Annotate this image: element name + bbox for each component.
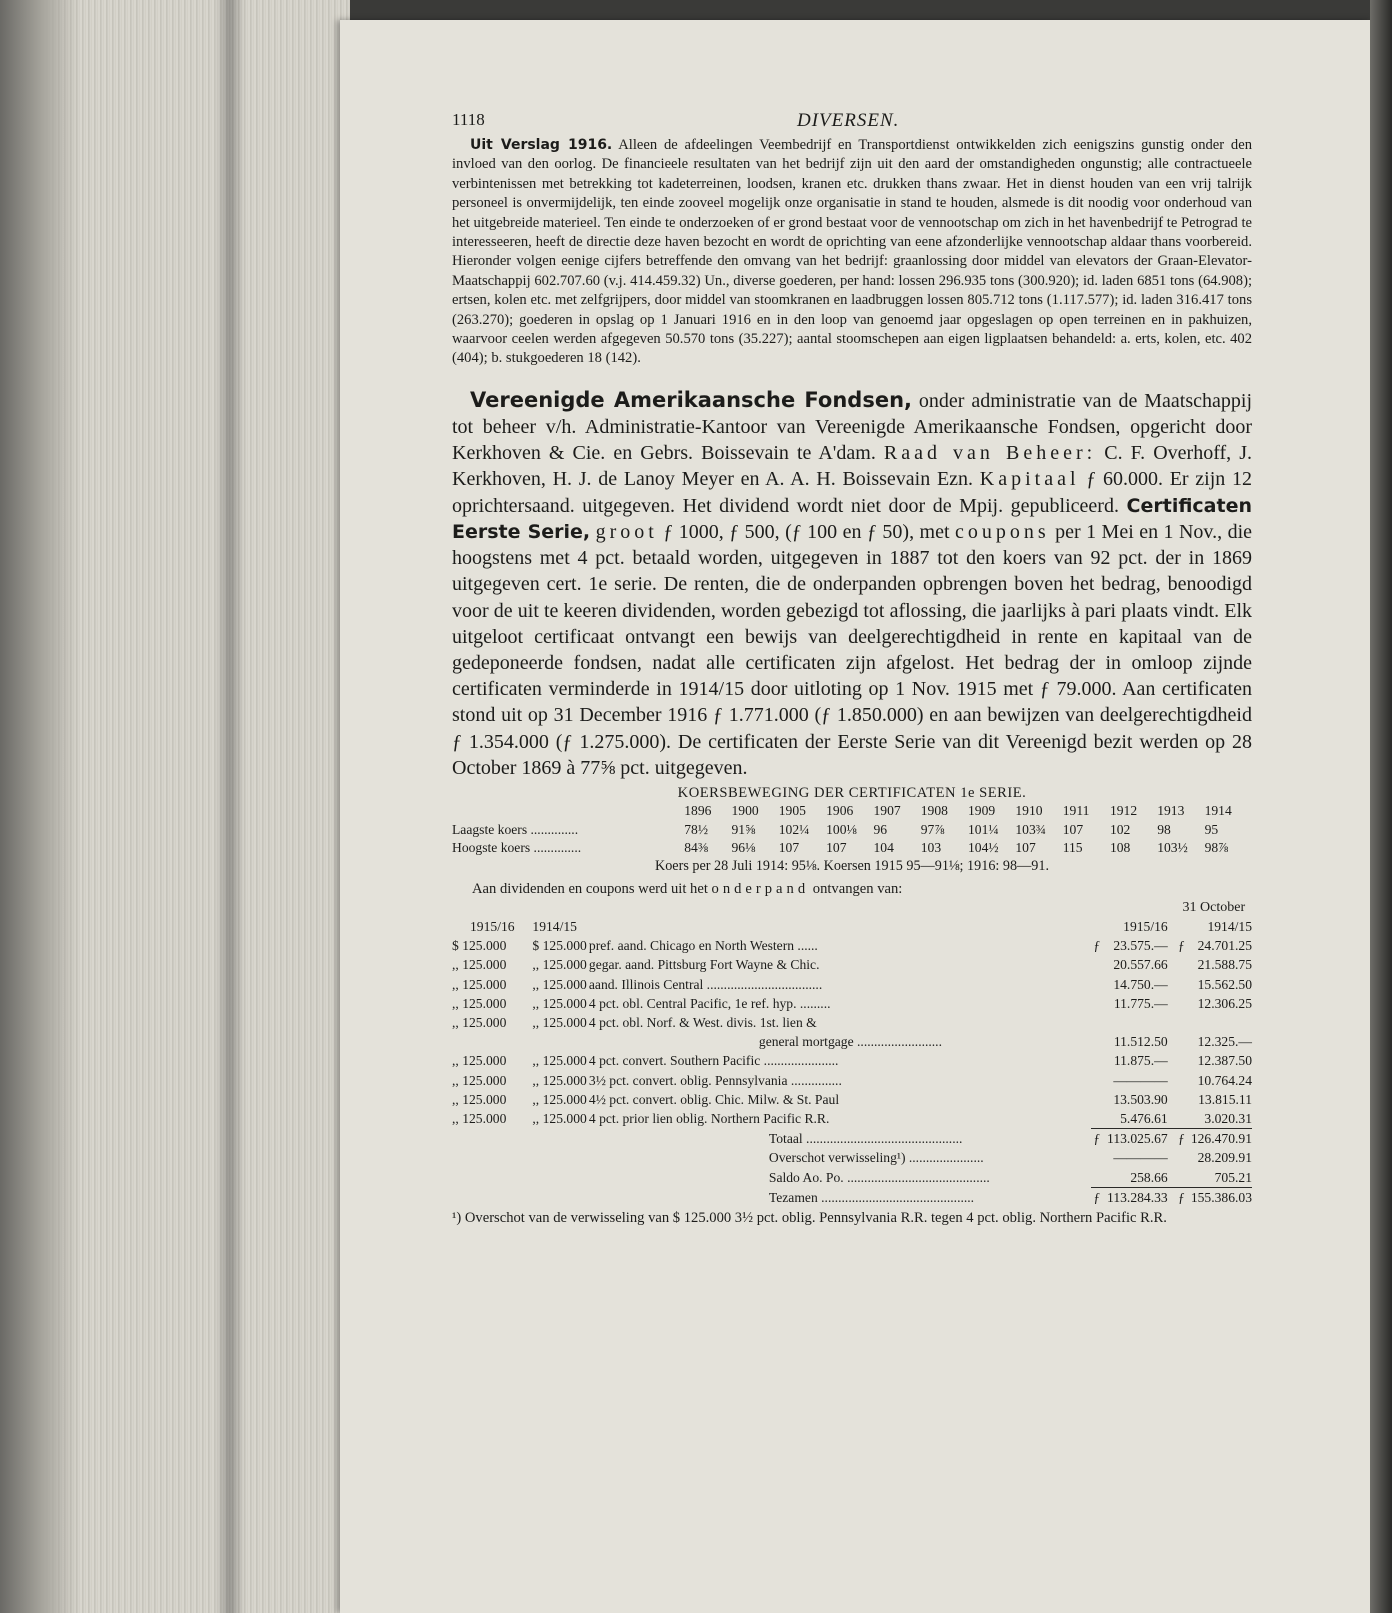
book-edge-fold [215, 0, 245, 1613]
koers-table-title: KOERSBEWEGING DER CERTIFICATEN 1e SERIE. [677, 784, 1027, 801]
verslag-lead: Uit Verslag 1916. [470, 137, 613, 153]
dividend-row [452, 1071, 1252, 1090]
koers-value: 108 [1109, 840, 1131, 856]
koers-value: 98 [1157, 821, 1171, 837]
total-label: Saldo Ao. Po. .......................................... [768, 1169, 990, 1185]
total-florin-2 [1176, 1148, 1188, 1167]
koers-year: 1910 [1015, 802, 1043, 818]
koers-table [452, 802, 1252, 858]
row-florin-1 [1091, 1013, 1103, 1032]
row-florin-1: ƒ [1093, 938, 1101, 954]
grand-label: Tezamen ............................................. [768, 1189, 975, 1205]
row-description: 4½ pct. convert. oblig. Chic. Milw. & St. Paul [588, 1091, 840, 1107]
col-header: 1915/16 [1123, 918, 1168, 934]
koers-value: 107 [778, 840, 800, 856]
row-value-1: 14.750.— [1113, 976, 1168, 992]
koers-year: 1906 [826, 802, 854, 818]
running-title: DIVERSEN. [797, 110, 900, 131]
koers-row-label: Hoogste koers .............. [452, 840, 582, 856]
row-florin-2 [1176, 1032, 1188, 1051]
koers-row-hoogste [452, 839, 1252, 858]
fondsen-text-5: ƒ 1000, ƒ 500, (ƒ 100 en ƒ 50), met [657, 520, 955, 543]
page-number: 1118 [452, 110, 485, 129]
row-holding-b: ,, 125.000 [532, 976, 587, 992]
kapitaal-label: Kapitaal [979, 468, 1080, 491]
koers-value: 115 [1062, 840, 1083, 856]
row-value-2 [1187, 1013, 1252, 1032]
row-value-1: 5.476.61 [1120, 1110, 1168, 1126]
row-description: 4 pct. obl. Central Pacific, 1e ref. hyp. ......... [588, 995, 831, 1011]
total-value-1: 258.66 [1130, 1169, 1168, 1185]
row-holding-b [532, 1032, 588, 1051]
dividend-total-row [452, 1168, 1252, 1188]
verslag-paragraph [452, 136, 1252, 369]
koers-year: 1905 [778, 802, 806, 818]
dividend-row [452, 1109, 1252, 1129]
row-value-1: 13.503.90 [1113, 1091, 1168, 1107]
row-florin-2 [1176, 1109, 1188, 1129]
row-value-2: 3.020.31 [1204, 1110, 1252, 1126]
row-description: 4 pct. convert. Southern Pacific ...................... [588, 1053, 839, 1069]
row-value-1: 23.575.— [1113, 938, 1168, 954]
dividend-row [452, 1051, 1252, 1070]
row-description: 4 pct. prior lien oblig. Northern Pacific R.R. [588, 1111, 830, 1127]
row-florin-1 [1091, 1071, 1103, 1090]
row-value-2: 12.387.50 [1197, 1053, 1252, 1069]
row-holding-b: $ 125.000 [532, 938, 587, 954]
koers-value: 102 [1109, 821, 1131, 837]
koers-value: 107 [1062, 821, 1084, 837]
row-description: 4 pct. obl. Norf. & West. divis. 1st. lien & [588, 1014, 817, 1030]
dividend-subheader-row [452, 898, 1252, 917]
koers-value: 101¼ [967, 821, 999, 837]
row-florin-1 [1091, 955, 1103, 974]
row-holding-b: ,, 125.000 [532, 1111, 587, 1127]
fondsen-lead: Vereenigde Amerikaansche Fondsen, [470, 387, 912, 412]
book-edge-shadow [0, 0, 80, 1613]
koers-value: 96⅛ [731, 840, 756, 856]
dividend-total-row [452, 1148, 1252, 1167]
koers-value: 97⅞ [920, 821, 945, 837]
koers-year: 1911 [1062, 802, 1090, 818]
row-holding-b: ,, 125.000 [532, 1091, 587, 1107]
koers-row-label: Laagste koers .............. [452, 821, 579, 837]
row-florin-1 [1091, 1051, 1103, 1070]
col-header: 1914/15 [532, 918, 577, 934]
row-value-1 [1103, 1013, 1176, 1032]
dividend-intro-b: onderpand [711, 880, 810, 897]
row-florin-2 [1176, 1013, 1188, 1032]
dividend-total-row [452, 1129, 1252, 1149]
dividend-subheader: 31 October [1182, 899, 1246, 915]
fondsen-paragraph [452, 387, 1252, 781]
total-florin-2: ƒ [1176, 1129, 1188, 1149]
row-holding-a: ,, 125.000 [452, 995, 507, 1011]
groot-label: groot [595, 520, 658, 543]
row-florin-2 [1176, 1090, 1188, 1109]
dividend-row [452, 1090, 1252, 1109]
koers-corner [452, 802, 684, 821]
row-description: 3½ pct. convert. oblig. Pennsylvania ............... [588, 1072, 842, 1088]
row-value-2: 10.764.24 [1197, 1072, 1252, 1088]
total-value-2: 28.209.91 [1197, 1150, 1252, 1166]
row-holding-a: ,, 125.000 [452, 976, 507, 992]
footnote: ¹) Overschot van de verwisseling van $ 125.000 3½ pct. oblig. Pennsylvania R.R. tegen 4 pct. oblig. Northern Pacific R.R. [452, 1209, 1167, 1226]
dividend-header-row [452, 917, 1252, 936]
fondsen-text-3: ƒ 60.000. Er zijn 12 oprichtersaand. uitgegeven. Het dividend wordt niet door de Mpij. gepubliceerd. [452, 468, 1253, 517]
total-value-1: ———— [1113, 1150, 1168, 1166]
row-holding-a: ,, 125.000 [452, 1072, 507, 1088]
koers-value: 104 [873, 840, 894, 856]
row-holding-a: ,, 125.000 [452, 957, 507, 973]
raad-label: Raad van Beheer: [883, 442, 1097, 465]
total-florin-1 [1091, 1168, 1103, 1188]
row-florin-2 [1176, 1051, 1188, 1070]
koers-value: 107 [1015, 840, 1036, 856]
row-value-2: 24.701.25 [1197, 938, 1252, 954]
dividend-table [452, 898, 1252, 1207]
row-florin-1 [1091, 975, 1103, 994]
dividend-intro-a: Aan dividenden en coupons werd uit het [472, 880, 712, 897]
row-florin-2: ƒ [1178, 938, 1185, 954]
fondsen-text-2: C. F. Overhoff, J. Kerkhoven, H. J. de Lanoy Meyer en A. A. H. Boissevain Ezn. [452, 442, 1252, 491]
row-value-1: 11.875.— [1113, 1053, 1168, 1069]
dividend-intro [452, 881, 1252, 898]
koers-value: 107 [826, 840, 847, 856]
koers-note: Koers per 28 Juli 1914: 95⅛. Koersen 1915 95—91⅛; 1916: 98—91. [654, 857, 1050, 874]
row-holding-a: $ 125.000 [452, 938, 507, 954]
dividend-grand-row [452, 1187, 1252, 1207]
row-value-2: 15.562.50 [1197, 976, 1252, 992]
row-holding-a [452, 1032, 532, 1051]
dividend-rows [452, 936, 1252, 1129]
row-holding-b: ,, 125.000 [532, 995, 587, 1011]
row-holding-a: ,, 125.000 [452, 1053, 507, 1069]
row-holding-a: ,, 125.000 [452, 1111, 507, 1127]
certificaten-lead: Certificaten Eerste Serie, [452, 494, 1252, 543]
koers-year-row [452, 802, 1252, 821]
row-value-2: 13.815.11 [1198, 1091, 1252, 1107]
row-description: general mortgage ......................... [758, 1034, 942, 1050]
dividend-row [452, 1032, 1252, 1051]
total-florin-2 [1176, 1168, 1188, 1188]
row-holding-b: ,, 125.000 [532, 1014, 587, 1030]
grand-v2: 155.386.03 [1187, 1187, 1252, 1207]
koers-row-laagste [452, 821, 1252, 840]
koers-value: 95 [1204, 821, 1219, 837]
row-description: gegar. aand. Pittsburg Fort Wayne & Chic. [588, 957, 820, 973]
row-description: aand. Illinois Central .................................. [588, 976, 823, 992]
row-florin-1 [1091, 1032, 1103, 1051]
row-value-1: 11.775.— [1113, 995, 1168, 1011]
row-value-2: 12.306.25 [1197, 995, 1252, 1011]
koers-year: 1896 [684, 802, 712, 818]
total-florin-1 [1091, 1148, 1103, 1167]
koers-value: 96 [873, 821, 888, 837]
dividend-row [452, 994, 1252, 1013]
total-value-2: 705.21 [1214, 1169, 1252, 1185]
row-holding-a: ,, 125.000 [452, 1091, 507, 1107]
row-florin-2 [1176, 1071, 1188, 1090]
dividend-row [452, 955, 1252, 974]
row-value-1: 11.512.50 [1113, 1034, 1168, 1050]
koers-value: 102¼ [778, 821, 810, 837]
row-holding-b: ,, 125.000 [532, 1053, 587, 1069]
row-description: pref. aand. Chicago en North Western ...... [588, 938, 818, 954]
row-florin-1 [1091, 1109, 1103, 1129]
koers-value: 100⅛ [826, 821, 857, 837]
row-florin-1 [1091, 1090, 1103, 1109]
koers-value: 84⅜ [684, 840, 709, 856]
dividend-intro-c: ontvangen van: [809, 880, 903, 897]
row-holding-a: ,, 125.000 [452, 1014, 507, 1030]
total-label: Overschot verwisseling¹) ...................... [768, 1150, 984, 1166]
page-content [452, 100, 1252, 1228]
row-florin-2 [1176, 994, 1188, 1013]
total-value-2: 126.470.91 [1187, 1129, 1252, 1149]
row-value-1: 20.557.66 [1113, 957, 1168, 973]
verslag-text: Alleen de afdeelingen Veembedrijf en Transportdienst ontwikkelden zich eenigszins gunstig onder den invloed van den oorlog. De financieele resultaten van het bedrijf zijn uit den aard der omstandigheden ongunstig; alle contractueele verbintenissen met betrekking tot kadeterreinen, loodsen, kranen etc. drukken thans zwaar. Het in dienst houden van een vrij talrijk personeel is onvermijdelijk, ten einde zooveel mogelijk onze organisatie in stand te houden, alsmede is dit noodig voor onderhoud van het uitgebreide materieel. Ten einde te onderzoeken of er grond bestaat voor de vennootschap om zich in het havenbedrijf te Petrograd te interesseeren, heeft de directie deze haven bezocht en wordt de oprichting van eene afzonderlijke vennootschap aldaar thans voorbereid. Hieronder volgen eenige cijfers betreffende den omvang van het bedrijf: graanlossing door middel van elevators der Graan-Elevator-Maatschappij 602.707.60 (v.j. 414.459.32) Un., diverse goederen, per hand: lossen 296.935 tons (300.920); id. laden 6851 tons (64.908); ertsen, kolen etc. met zelfgrijpers, door middel van stoomkranen en laadbruggen lossen 805.712 tons (1.117.577); id. laden 316.417 tons (263.270); goederen in opslag op 1 Januari 1916 en in den loop van genoemd jaar opgeslagen op open terreinen en in pakhuizen, waarvoor ceelen werden afgegeven 50.570 tons (35.227); aantal stoomschepen aan eigen ligplaatsen behandeld: a. erts, kolen, etc. 402 (404); b. stukgoederen 18 (142). [452, 137, 1253, 367]
koers-year: 1912 [1109, 802, 1138, 818]
page-right-border [1370, 0, 1392, 1613]
koers-value: 103¾ [1015, 821, 1046, 837]
row-holding-b: ,, 125.000 [532, 1072, 587, 1088]
dividend-row [452, 1013, 1252, 1032]
koers-value: 103 [920, 840, 942, 856]
row-value-2: 12.325.— [1197, 1034, 1252, 1050]
coupons-label: coupons [954, 520, 1050, 543]
row-florin-1 [1091, 994, 1103, 1013]
total-florin-1: ƒ [1091, 1129, 1103, 1149]
koers-year: 1913 [1157, 802, 1185, 818]
grand-fl1: ƒ [1091, 1187, 1103, 1207]
col-header: 1914/15 [1207, 918, 1252, 934]
fondsen-text-1: onder administratie van de Maatschappij tot beheer v/h. Administratie-Kantoor van Vereenigde Amerikaansche Fondsen, opgericht door Kerkhoven & Cie. en Gebrs. Boissevain te A'dam. [452, 389, 1253, 465]
koers-value: 104½ [967, 840, 999, 856]
koers-year: 1909 [967, 802, 996, 818]
row-value-2: 21.588.75 [1197, 957, 1252, 973]
row-value-1: ———— [1113, 1072, 1168, 1088]
page-header [452, 100, 1252, 130]
grand-fl2: ƒ [1176, 1187, 1188, 1207]
koers-year: 1908 [920, 802, 948, 818]
row-holding-b: ,, 125.000 [532, 957, 587, 973]
koers-year: 1914 [1204, 802, 1232, 818]
koers-year: 1907 [873, 802, 901, 818]
total-value-1: 113.025.67 [1103, 1129, 1176, 1149]
row-florin-2 [1176, 975, 1188, 994]
total-label: Totaal .............................................. [768, 1130, 963, 1146]
row-florin-2 [1176, 955, 1188, 974]
koers-value: 103½ [1157, 840, 1188, 856]
col-header: 1915/16 [470, 918, 515, 934]
koers-year: 1900 [731, 802, 759, 818]
dividend-totals [452, 1129, 1252, 1188]
dividend-row [452, 936, 1252, 955]
koers-value: 78½ [684, 821, 709, 837]
koers-value: 91⅝ [731, 821, 756, 837]
fondsen-text-6: per 1 Mei en 1 Nov., die hoogstens met 4 pct. betaald worden, uitgegeven in 1887 tot den koers van 92 pct. der in 1869 uitgegeven cert. 1e serie. De renten, die de onderpanden opbrengen boven het bedrag, benoodigd voor de uit te keeren dividenden, worden gebezigd tot aflossing, die jaarlijks à pari plaats vindt. Elk uitgeloot certificaat ontvangt een bewijs van deelgerechtigdheid in rente en kapitaal van de gedeponeerde fondsen, nadat alle certificaten zijn afgelost. Het bedrag der in omloop zijnde certificaten verminderde in 1914/15 door uitloting op 1 Nov. 1915 met ƒ 79.000. Aan certificaten stond uit op 31 December 1916 ƒ 1.771.000 (ƒ 1.850.000) en aan bewijzen van deelgerechtigdheid ƒ 1.354.000 (ƒ 1.275.000). De certificaten der Eerste Serie van dit Vereenigd bezit werden op 28 October 1869 à 77⅝ pct. uitgegeven. [452, 520, 1253, 779]
koers-value: 98⅞ [1204, 840, 1229, 856]
grand-v1: 113.284.33 [1103, 1187, 1176, 1207]
dividend-row [452, 975, 1252, 994]
